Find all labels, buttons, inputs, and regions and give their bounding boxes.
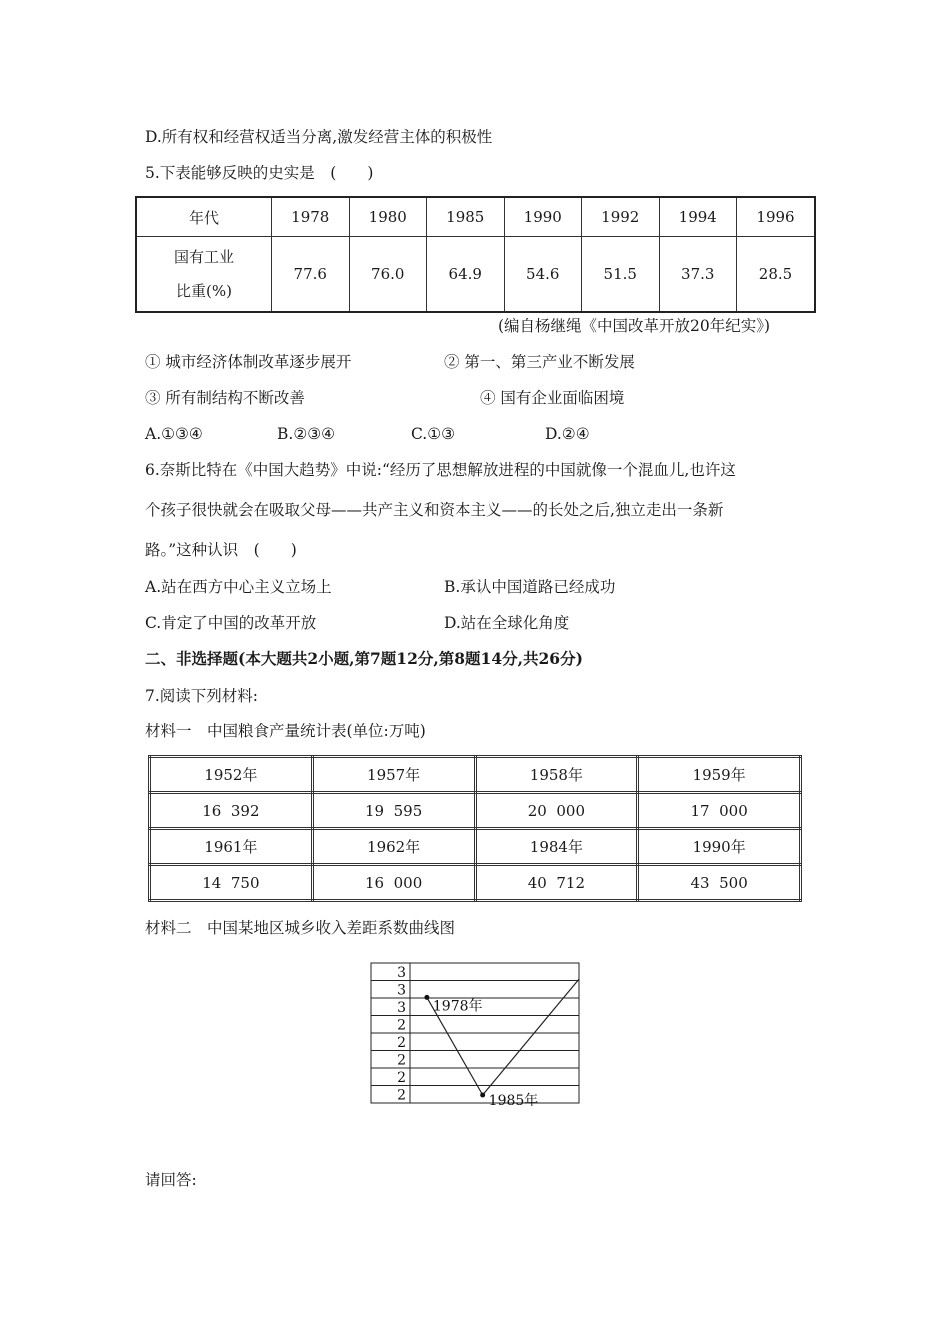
income-gap-line-chart — [368, 960, 582, 1106]
y-tick-label: 2 — [397, 1034, 406, 1051]
chart-series — [424, 979, 579, 1097]
year-cell: 1962年 — [312, 829, 475, 865]
q5-item3: ③ 所有制结构不断改善 — [145, 389, 305, 407]
value-cell: 16 392 — [150, 793, 313, 829]
y-tick-label: 2 — [397, 1017, 406, 1034]
year-cell: 1978 — [272, 197, 350, 237]
value-cell: 16 000 — [312, 865, 475, 901]
state-industry-share-table — [135, 196, 816, 313]
value-cell: 51.5 — [582, 237, 660, 313]
year-cell: 1959年 — [638, 757, 801, 793]
year-cell: 1994 — [659, 197, 737, 237]
row-label-share-line2: 比重(%) — [176, 282, 232, 300]
q6-line2: 个孩子很快就会在吸取父母——共产主义和资本主义——的长处之后,独立走出一条新 — [145, 501, 724, 519]
q5-option-c: C.①③ — [411, 425, 456, 443]
row-label-share-line1: 国有工业 — [173, 248, 234, 266]
q6-option-a: A.站在西方中心主义立场上 — [145, 578, 332, 596]
value-cell: 17 000 — [638, 793, 801, 829]
grain-output-table — [148, 755, 802, 902]
value-cell: 14 750 — [150, 865, 313, 901]
series-line — [427, 979, 579, 1095]
value-cell: 40 712 — [475, 865, 638, 901]
year-cell: 1952年 — [150, 757, 313, 793]
q6-option-b: B.承认中国道路已经成功 — [444, 578, 616, 596]
value-cell: 20 000 — [475, 793, 638, 829]
q5-stem: 5.下表能够反映的史实是 ( ) — [145, 164, 374, 182]
value-cell: 64.9 — [427, 237, 505, 313]
material2-title: 材料二 中国某地区城乡收入差距系数曲线图 — [145, 919, 456, 937]
year-cell: 1980 — [349, 197, 427, 237]
y-tick-label: 2 — [397, 1087, 406, 1104]
q4-option-d: D.所有权和经营权适当分离,激发经营主体的积极性 — [145, 128, 493, 146]
q5-source: (编自杨继绳《中国改革开放20年纪实》) — [498, 317, 771, 335]
q6-option-d: D.站在全球化角度 — [444, 614, 570, 632]
q6-line3: 路。”这种认识 ( ) — [145, 541, 297, 559]
year-cell: 1990 — [504, 197, 582, 237]
point-annotation: 1985年 — [488, 1093, 539, 1106]
value-cell: 43 500 — [638, 865, 801, 901]
q5-item2: ② 第一、第三产业不断发展 — [444, 353, 635, 371]
year-cell: 1958年 — [475, 757, 638, 793]
q6-option-c: C.肯定了中国的改革开放 — [145, 614, 317, 632]
year-cell: 1984年 — [475, 829, 638, 865]
q6-line1: 6.奈斯比特在《中国大趋势》中说:“经历了思想解放进程的中国就像一个混血儿,也许这 — [145, 461, 736, 479]
material1-title: 材料一 中国粮食产量统计表(单位:万吨) — [145, 722, 426, 740]
value-cell: 76.0 — [349, 237, 427, 313]
section-heading: 二、非选择题(本大题共2小题,第7题12分,第8题14分,共26分) — [145, 649, 583, 668]
q5-option-a: A.①③④ — [145, 425, 203, 443]
value-cell: 28.5 — [737, 237, 816, 313]
chart-annotations — [433, 997, 538, 1106]
row-label-share — [136, 237, 272, 313]
point-annotation: 1978年 — [432, 998, 483, 1015]
year-cell: 1990年 — [638, 829, 801, 865]
y-tick-label: 2 — [397, 1069, 406, 1086]
row-label-year: 年代 — [136, 197, 272, 237]
value-cell: 19 595 — [312, 793, 475, 829]
value-cell: 54.6 — [504, 237, 582, 313]
data-point — [424, 995, 429, 1000]
value-cell: 37.3 — [659, 237, 737, 313]
year-cell: 1985 — [427, 197, 505, 237]
q5-option-d: D.②④ — [545, 425, 590, 443]
year-cell: 1996 — [737, 197, 816, 237]
y-tick-label: 2 — [397, 1052, 406, 1069]
value-cell: 77.6 — [272, 237, 350, 313]
data-point — [480, 1093, 485, 1098]
q7-stem: 7.阅读下列材料: — [145, 687, 259, 705]
y-tick-label: 3 — [397, 999, 406, 1016]
year-cell: 1957年 — [312, 757, 475, 793]
y-tick-label: 3 — [397, 964, 406, 981]
q5-option-b: B.②③④ — [277, 425, 336, 443]
q5-item4: ④ 国有企业面临困境 — [480, 389, 625, 407]
answer-prompt: 请回答: — [145, 1171, 197, 1189]
q5-item1: ① 城市经济体制改革逐步展开 — [145, 353, 352, 371]
year-cell: 1992 — [582, 197, 660, 237]
year-cell: 1961年 — [150, 829, 313, 865]
chart-y-ticks — [397, 965, 406, 1104]
y-tick-label: 3 — [397, 982, 406, 999]
